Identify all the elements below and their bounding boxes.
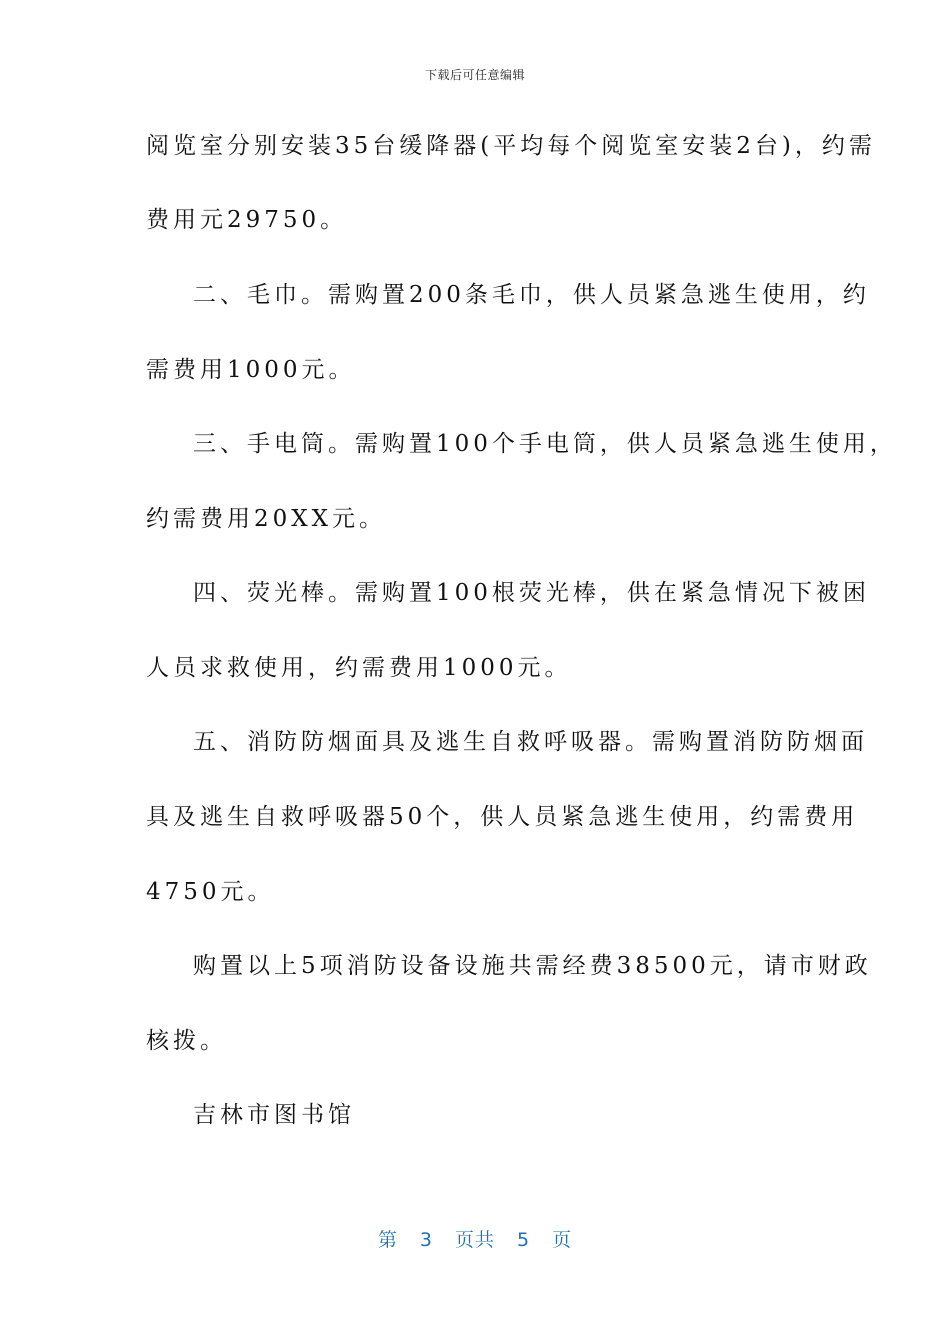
body-line: 需费用1000元。 xyxy=(146,357,356,383)
body-line: 4750元。 xyxy=(146,879,275,905)
footer-prefix: 第 xyxy=(377,1229,398,1251)
footer-middle: 页共 xyxy=(454,1229,495,1251)
body-line: 核拨。 xyxy=(146,1028,227,1054)
body-line: 费用元29750。 xyxy=(146,207,348,233)
page-footer xyxy=(0,1225,950,1252)
body-line: 阅览室分别安装35台缓降器(平均每个阅览室安装2台)，约需 xyxy=(146,133,876,159)
footer-total-pages: 5 xyxy=(517,1229,531,1251)
body-line: 二、毛巾。需购置200条毛巾，供人员紧急逃生使用，约 xyxy=(193,282,870,308)
body-line: 三、手电筒。需购置100个手电筒，供人员紧急逃生使用， xyxy=(193,431,897,457)
body-line: 约需费用20XX元。 xyxy=(146,506,387,532)
body-line: 具及逃生自救呼吸器50个，供人员紧急逃生使用，约需费用 xyxy=(146,804,859,830)
signature-org: 吉林市图书馆 xyxy=(193,1102,355,1128)
footer-page-number: 3 xyxy=(419,1229,433,1251)
body-line: 五、消防防烟面具及逃生自救呼吸器。需购置消防防烟面 xyxy=(193,729,868,755)
footer-suffix: 页 xyxy=(552,1229,573,1251)
body-line: 人员求救使用，约需费用1000元。 xyxy=(146,655,572,681)
body-line: 四、荧光棒。需购置100根荧光棒，供在紧急情况下被困 xyxy=(193,580,870,606)
header-note: 下载后可任意编辑 xyxy=(424,68,525,82)
body-line: 购置以上5项消防设备设施共需经费38500元，请市财政 xyxy=(193,953,872,979)
